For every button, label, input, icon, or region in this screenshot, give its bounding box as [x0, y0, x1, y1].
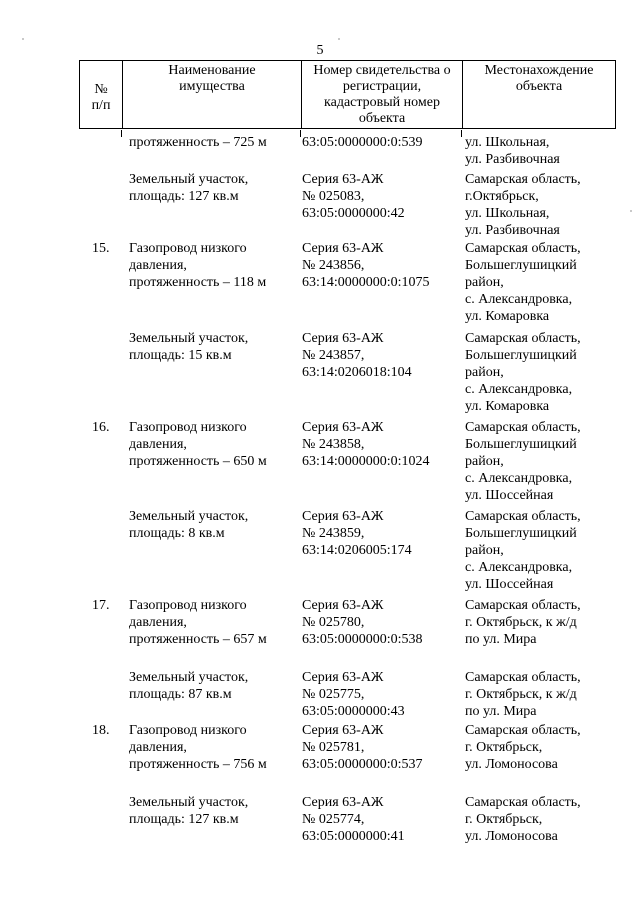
property-name: Газопровод низкого давления, протяженность – 657 м — [129, 598, 267, 647]
location: Самарская область, г. Октябрьск, к ж/д по ул. Мира — [465, 598, 581, 647]
property-name: Земельный участок, площадь: 15 кв.м — [129, 331, 249, 363]
location: Самарская область, г. Октябрьск, ул. Ломоносова — [465, 795, 581, 844]
registration-number: Серия 63-АЖ № 025780, 63:05:0000000:0:538 — [302, 598, 423, 647]
registration-number: Серия 63-АЖ № 243858, 63:14:0000000:0:1024 — [302, 420, 430, 469]
location: Самарская область, г. Октябрьск, ул. Ломоносова — [465, 723, 581, 772]
registration-number: Серия 63-АЖ № 243857, 63:14:0206018:104 — [302, 331, 412, 380]
scan-speck — [630, 210, 632, 212]
registration-number: Серия 63-АЖ № 025774, 63:05:0000000:41 — [302, 795, 405, 844]
property-name: Земельный участок, площадь: 127 кв.м — [129, 795, 249, 827]
property-name: Земельный участок, площадь: 8 кв.м — [129, 509, 249, 541]
header-number: № п/п — [80, 61, 123, 129]
row-number: 18. — [92, 723, 110, 738]
property-name: Газопровод низкого давления, протяженность – 118 м — [129, 241, 267, 290]
registration-number: 63:05:0000000:0:539 — [302, 135, 423, 150]
location: ул. Школьная, ул. Разбивочная — [465, 135, 560, 167]
property-name: Земельный участок, площадь: 87 кв.м — [129, 670, 249, 702]
registration-number: Серия 63-АЖ № 025781, 63:05:0000000:0:537 — [302, 723, 423, 772]
row-number: 16. — [92, 420, 110, 435]
row-number: 15. — [92, 241, 110, 256]
property-name: Газопровод низкого давления, протяженность – 650 м — [129, 420, 267, 469]
location: Самарская область, Большеглушицкий район, с. Александровка, ул. Шоссейная — [465, 509, 581, 592]
location: Самарская область, Большеглушицкий район, с. Александровка, ул. Шоссейная — [465, 420, 581, 503]
location: Самарская область, Большеглушицкий район, с. Александровка, ул. Комаровка — [465, 241, 581, 324]
property-name: Газопровод низкого давления, протяженность – 756 м — [129, 723, 267, 772]
row-number: 17. — [92, 598, 110, 613]
registration-number: Серия 63-АЖ № 243859, 63:14:0206005:174 — [302, 509, 412, 558]
registration-number: Серия 63-АЖ № 243856, 63:14:0000000:0:1075 — [302, 241, 430, 290]
property-name: Земельный участок, площадь: 127 кв.м — [129, 172, 249, 204]
location: Самарская область, г. Октябрьск, к ж/д по ул. Мира — [465, 670, 581, 719]
registration-number: Серия 63-АЖ № 025083, 63:05:0000000:42 — [302, 172, 405, 221]
header-property-name: Наименование имущества — [123, 61, 302, 129]
location: Самарская область, Большеглушицкий район, с. Александровка, ул. Комаровка — [465, 331, 581, 414]
scan-speck — [338, 38, 340, 40]
property-name: протяженность – 725 м — [129, 135, 267, 150]
scan-speck — [22, 38, 24, 40]
page-number: 5 — [316, 43, 324, 58]
header-location: Местонахождение объекта — [463, 61, 616, 129]
location: Самарская область, г.Октябрьск, ул. Школьная, ул. Разбивочная — [465, 172, 581, 238]
registration-number: Серия 63-АЖ № 025775, 63:05:0000000:43 — [302, 670, 405, 719]
header-registration-number: Номер свидетельства о регистрации, кадастровый номер объекта — [302, 61, 463, 129]
